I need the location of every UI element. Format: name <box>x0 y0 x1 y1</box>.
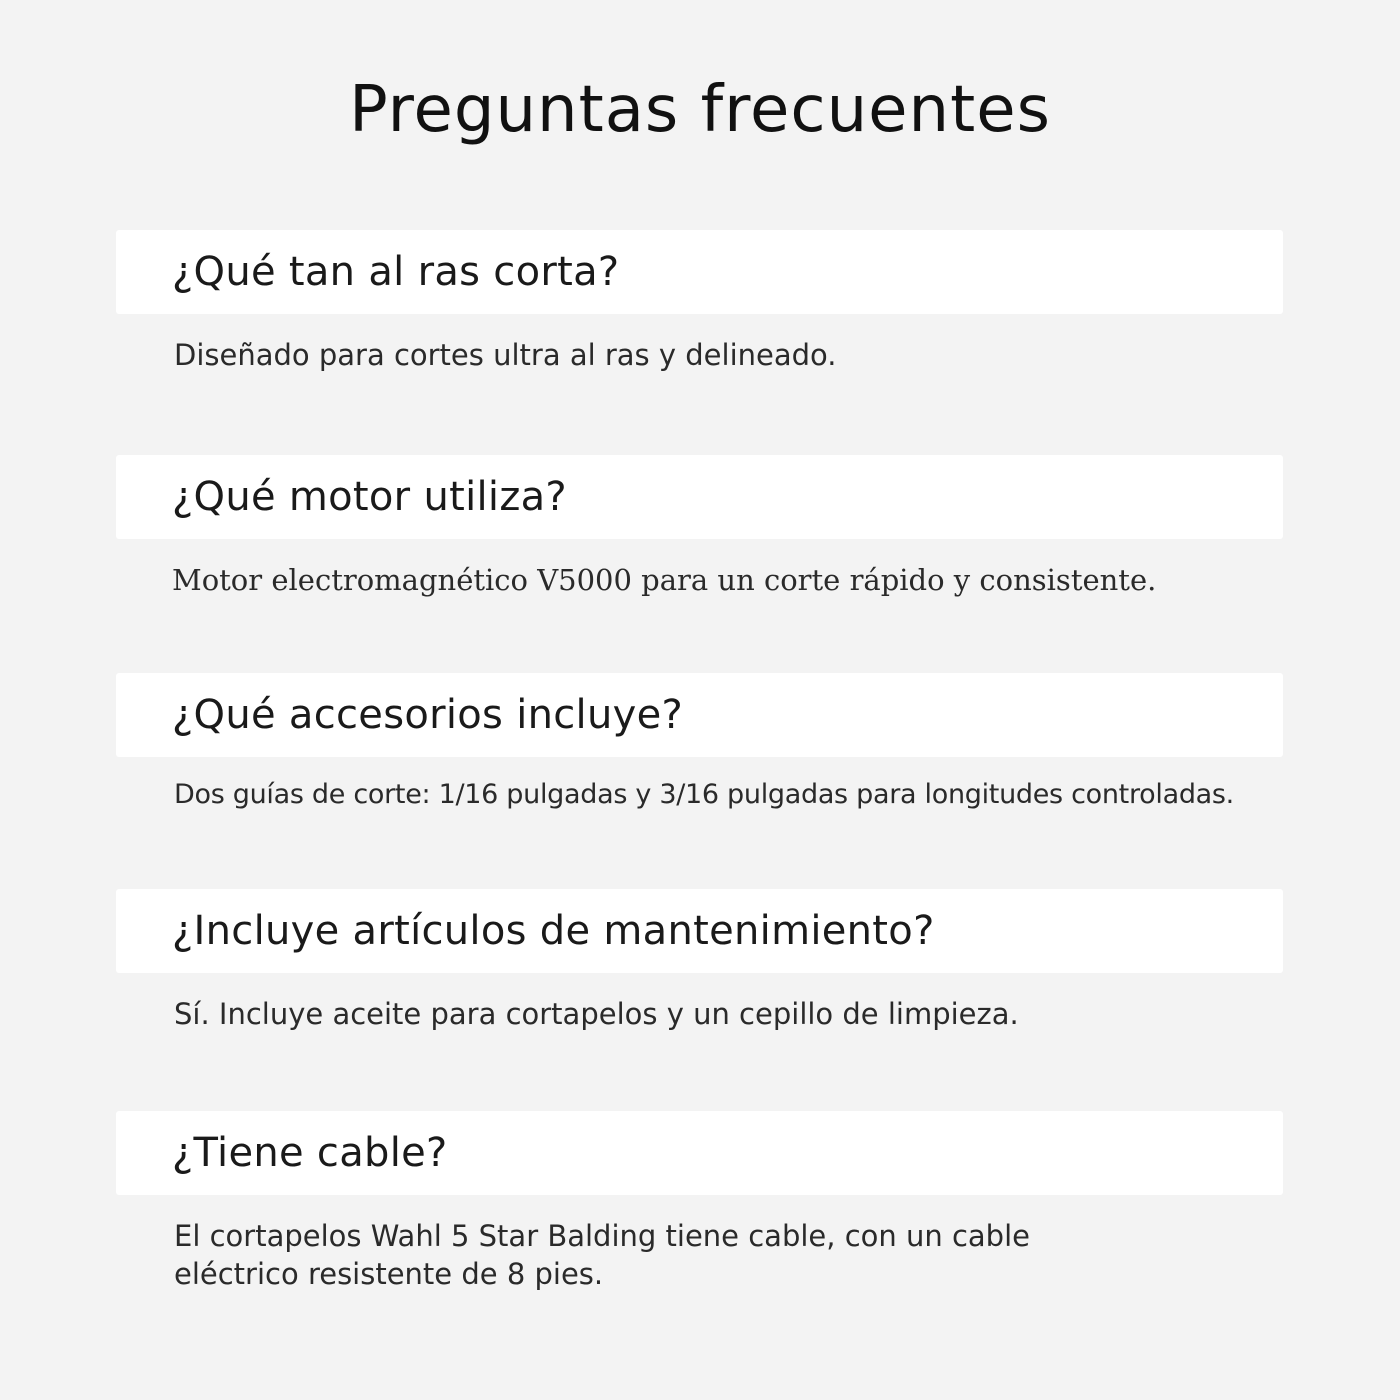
faq-question-box <box>116 889 1283 973</box>
page-title: Preguntas frecuentes <box>349 73 1051 147</box>
faq-question: ¿Qué motor utiliza? <box>172 474 567 520</box>
faq-question: ¿Tiene cable? <box>172 1130 448 1176</box>
faq-answer: Dos guías de corte: 1/16 pulgadas y 3/16 pulgadas para longitudes controladas. <box>174 779 1234 810</box>
faq-question-box <box>116 455 1283 539</box>
faq-answer-line: El cortapelos Wahl 5 Star Balding tiene cable, con un cable <box>174 1219 1030 1253</box>
faq-question-box <box>116 230 1283 314</box>
faq-question: ¿Incluye artículos de mantenimiento? <box>172 908 935 954</box>
faq-answer: Sí. Incluye aceite para cortapelos y un cepillo de limpieza. <box>174 997 1019 1031</box>
faq-answer: Diseñado para cortes ultra al ras y delineado. <box>174 338 837 372</box>
faq-answer: Motor electromagnético V5000 para un corte rápido y consistente. <box>172 563 1157 597</box>
faq-question-box <box>116 1111 1283 1195</box>
faq-question-box <box>116 673 1283 757</box>
faq-answer-line: eléctrico resistente de 8 pies. <box>174 1257 604 1291</box>
faq-question: ¿Qué tan al ras corta? <box>172 249 620 295</box>
faq-question: ¿Qué accesorios incluye? <box>172 692 684 738</box>
